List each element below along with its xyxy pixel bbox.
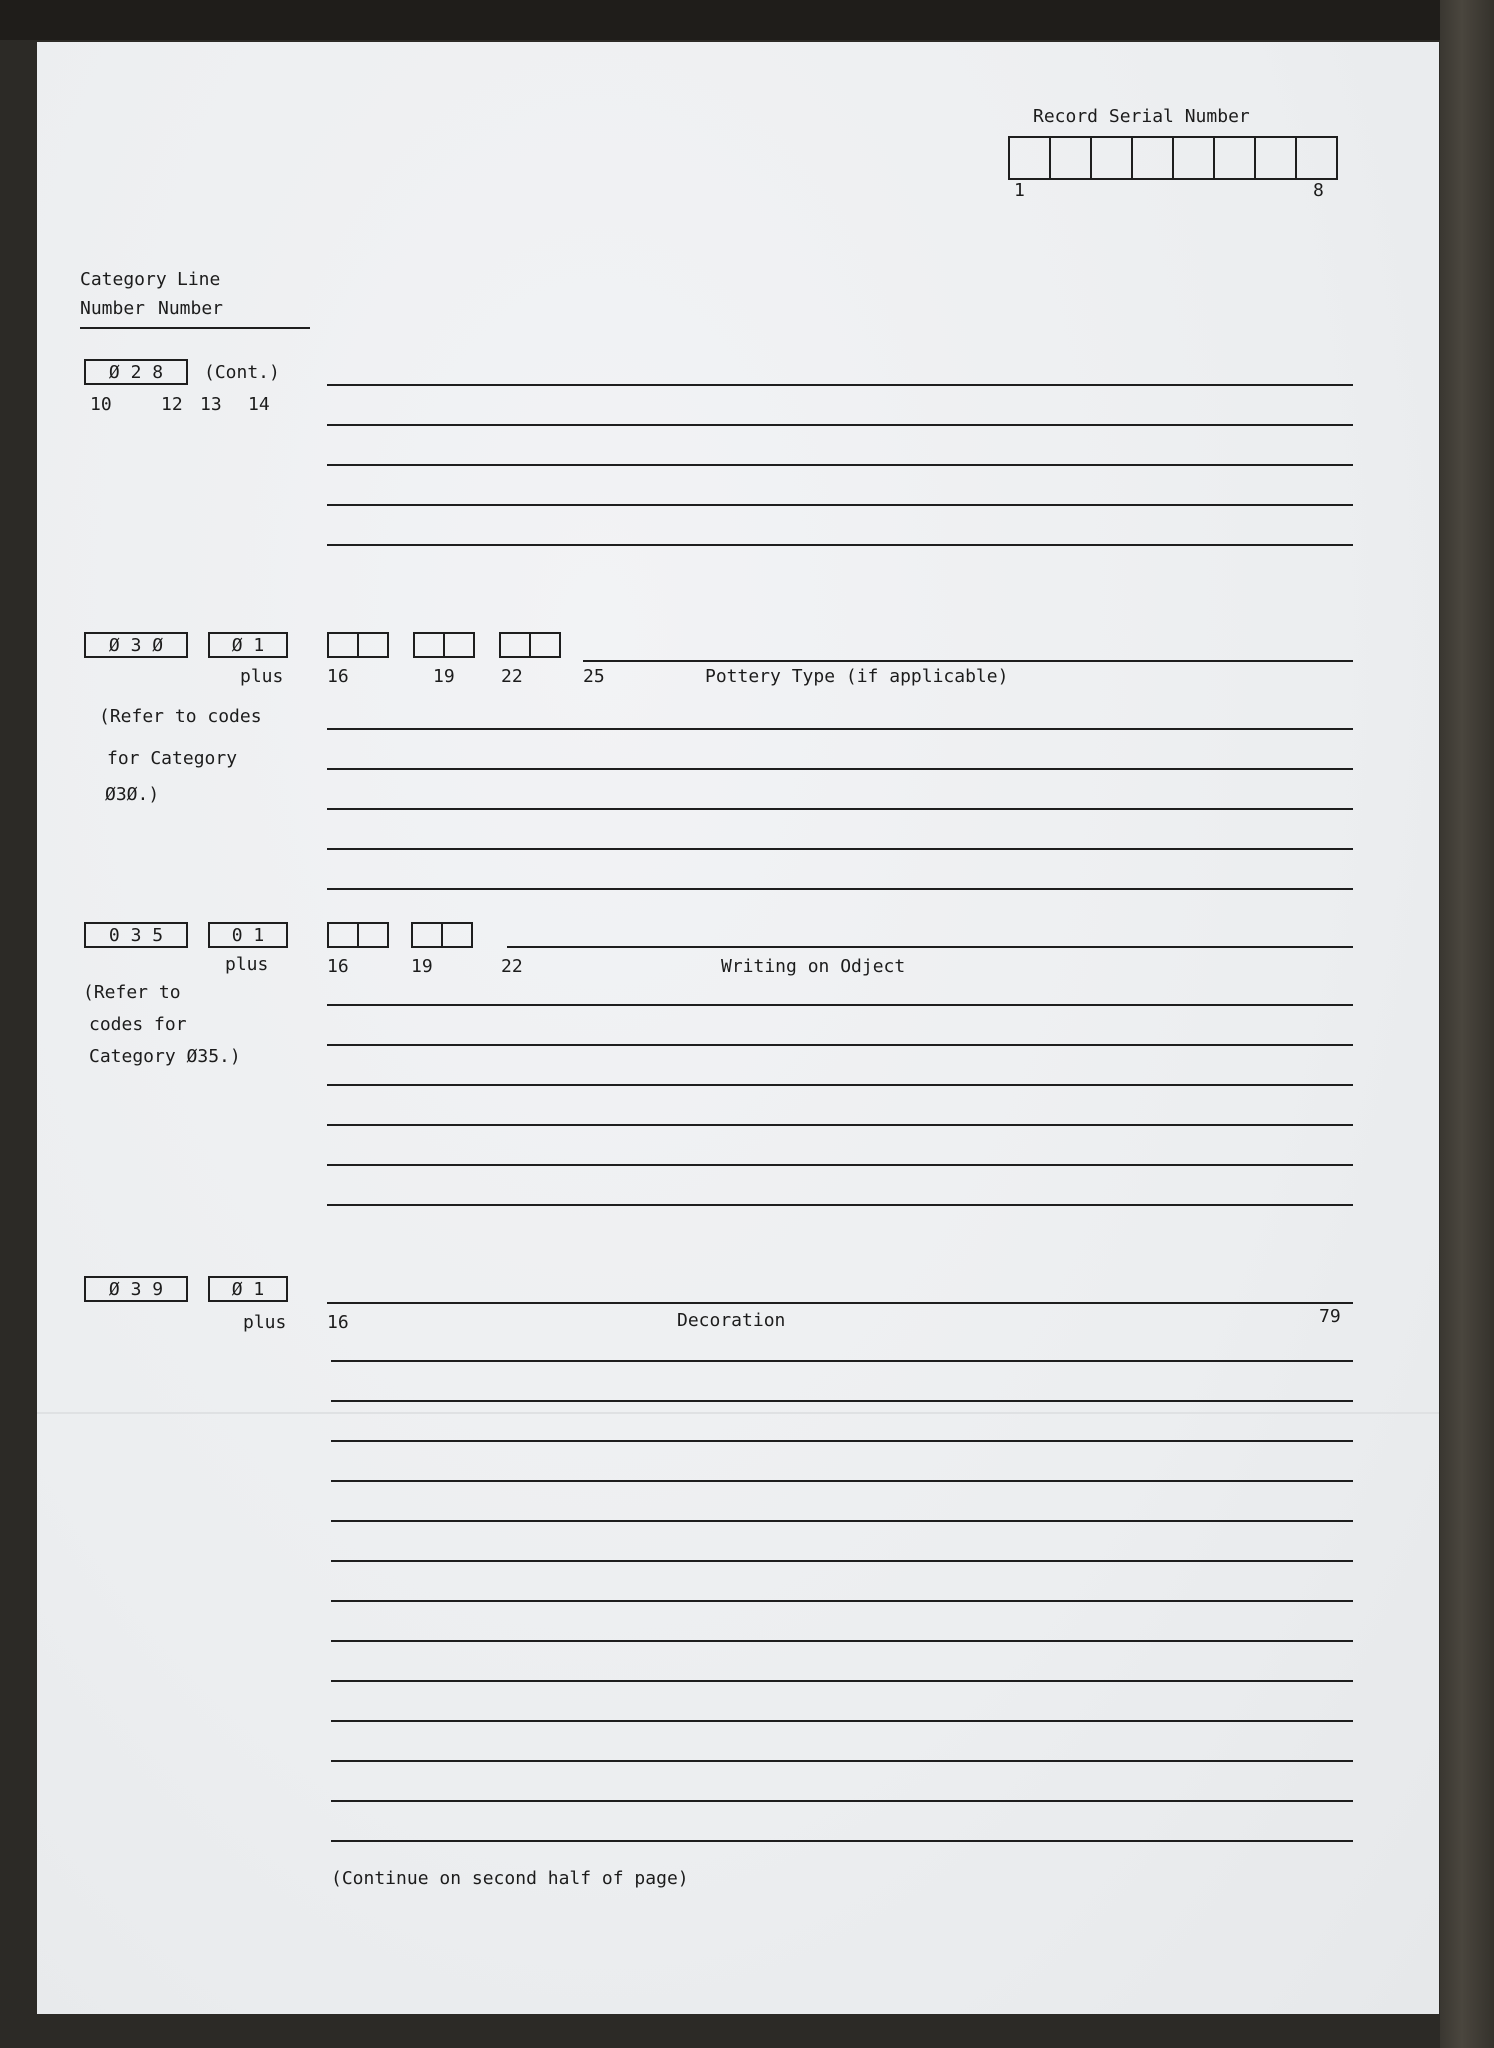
- scan-background-top: [0, 0, 1494, 40]
- col-number: 22: [501, 956, 523, 977]
- entry-cell[interactable]: [411, 922, 443, 948]
- col-number: 16: [327, 666, 349, 687]
- record-serial-label: Record Serial Number: [1033, 106, 1250, 127]
- col-number: 16: [327, 956, 349, 977]
- category-code-box[interactable]: Ø 2 8: [84, 359, 188, 385]
- writing-line[interactable]: [327, 1164, 1353, 1166]
- writing-line[interactable]: [327, 1302, 1353, 1304]
- field-boxes[interactable]: [413, 632, 473, 658]
- entry-cell[interactable]: [327, 922, 359, 948]
- writing-line[interactable]: [331, 1480, 1353, 1482]
- col-number: 13: [200, 394, 222, 415]
- entry-cell[interactable]: [413, 632, 445, 658]
- entry-cell[interactable]: [443, 632, 475, 658]
- entry-cell[interactable]: [529, 632, 561, 658]
- writing-line[interactable]: [327, 888, 1353, 890]
- col-number: 19: [433, 666, 455, 687]
- writing-line[interactable]: [331, 1680, 1353, 1682]
- writing-line[interactable]: [331, 1720, 1353, 1722]
- col-number: 19: [411, 956, 433, 977]
- field-label: Decoration: [677, 1310, 786, 1331]
- plus-label: plus: [225, 954, 269, 975]
- writing-line[interactable]: [331, 1440, 1353, 1442]
- line-code-box[interactable]: Ø 1: [208, 632, 288, 658]
- writing-line[interactable]: [327, 1004, 1353, 1006]
- column-line: Line: [177, 269, 221, 290]
- serial-start: 1: [1014, 180, 1025, 201]
- field-label: Writing on Odject: [721, 956, 906, 977]
- col-number: 10: [90, 394, 112, 415]
- entry-cell[interactable]: [327, 632, 359, 658]
- col-number: 12: [161, 394, 183, 415]
- field-boxes[interactable]: [499, 632, 559, 658]
- refer-note: for Category: [107, 748, 238, 769]
- plus-label: plus: [240, 666, 284, 687]
- refer-note: (Refer to codes: [99, 706, 262, 727]
- plus-label: plus: [243, 1312, 287, 1333]
- serial-cell[interactable]: [1131, 136, 1174, 180]
- col-number: 79: [1319, 1306, 1341, 1327]
- category-code-box[interactable]: Ø 3 9: [84, 1276, 188, 1302]
- cont-label: (Cont.): [204, 362, 280, 383]
- serial-end: 8: [1313, 180, 1324, 201]
- entry-cell[interactable]: [441, 922, 473, 948]
- field-label: Pottery Type (if applicable): [705, 666, 1009, 687]
- category-code-box[interactable]: 0 3 5: [84, 922, 188, 948]
- col-number: 22: [501, 666, 523, 687]
- writing-line[interactable]: [327, 808, 1353, 810]
- col-number: 25: [583, 666, 605, 687]
- refer-note: Category Ø35.): [89, 1046, 241, 1067]
- record-serial-boxes[interactable]: [1008, 136, 1336, 180]
- column-category: Category: [80, 269, 167, 290]
- writing-line[interactable]: [507, 946, 1353, 948]
- writing-line[interactable]: [327, 1044, 1353, 1046]
- column-number: Number: [158, 298, 224, 319]
- writing-line[interactable]: [331, 1800, 1353, 1802]
- column-underline: [80, 327, 310, 329]
- writing-line[interactable]: [327, 848, 1353, 850]
- writing-line[interactable]: [327, 1124, 1353, 1126]
- continue-note: (Continue on second half of page): [331, 1868, 689, 1889]
- writing-line[interactable]: [327, 464, 1353, 466]
- entry-cell[interactable]: [357, 922, 389, 948]
- writing-line[interactable]: [331, 1640, 1353, 1642]
- field-boxes[interactable]: [327, 922, 387, 948]
- entry-cell[interactable]: [499, 632, 531, 658]
- col-number: 16: [327, 1312, 349, 1333]
- writing-line[interactable]: [327, 1084, 1353, 1086]
- writing-line[interactable]: [331, 1760, 1353, 1762]
- column-number: Number: [80, 298, 146, 319]
- writing-line[interactable]: [327, 384, 1353, 386]
- col-number: 14: [248, 394, 270, 415]
- writing-line[interactable]: [327, 728, 1353, 730]
- entry-cell[interactable]: [357, 632, 389, 658]
- serial-cell[interactable]: [1090, 136, 1133, 180]
- form-page: [37, 42, 1439, 2014]
- serial-cell[interactable]: [1008, 136, 1051, 180]
- serial-cell[interactable]: [1295, 136, 1338, 180]
- field-boxes[interactable]: [327, 632, 387, 658]
- line-code-box[interactable]: 0 1: [208, 922, 288, 948]
- writing-line[interactable]: [327, 544, 1353, 546]
- refer-note: codes for: [89, 1014, 187, 1035]
- scan-background-right: [1440, 0, 1494, 2048]
- paper-fold: [37, 1412, 1439, 1414]
- writing-line[interactable]: [331, 1360, 1353, 1362]
- writing-line[interactable]: [331, 1520, 1353, 1522]
- writing-line[interactable]: [331, 1840, 1353, 1842]
- writing-line[interactable]: [327, 504, 1353, 506]
- writing-line[interactable]: [331, 1560, 1353, 1562]
- writing-line[interactable]: [327, 424, 1353, 426]
- writing-line[interactable]: [331, 1600, 1353, 1602]
- category-code-box[interactable]: Ø 3 Ø: [84, 632, 188, 658]
- line-code-box[interactable]: Ø 1: [208, 1276, 288, 1302]
- refer-note: Ø3Ø.): [105, 784, 160, 805]
- writing-line[interactable]: [327, 1204, 1353, 1206]
- serial-cell[interactable]: [1049, 136, 1092, 180]
- serial-cell[interactable]: [1172, 136, 1215, 180]
- writing-line[interactable]: [331, 1400, 1353, 1402]
- serial-cell[interactable]: [1213, 136, 1256, 180]
- writing-line[interactable]: [583, 660, 1353, 662]
- serial-cell[interactable]: [1254, 136, 1297, 180]
- field-boxes[interactable]: [411, 922, 471, 948]
- writing-line[interactable]: [327, 768, 1353, 770]
- refer-note: (Refer to: [83, 982, 181, 1003]
